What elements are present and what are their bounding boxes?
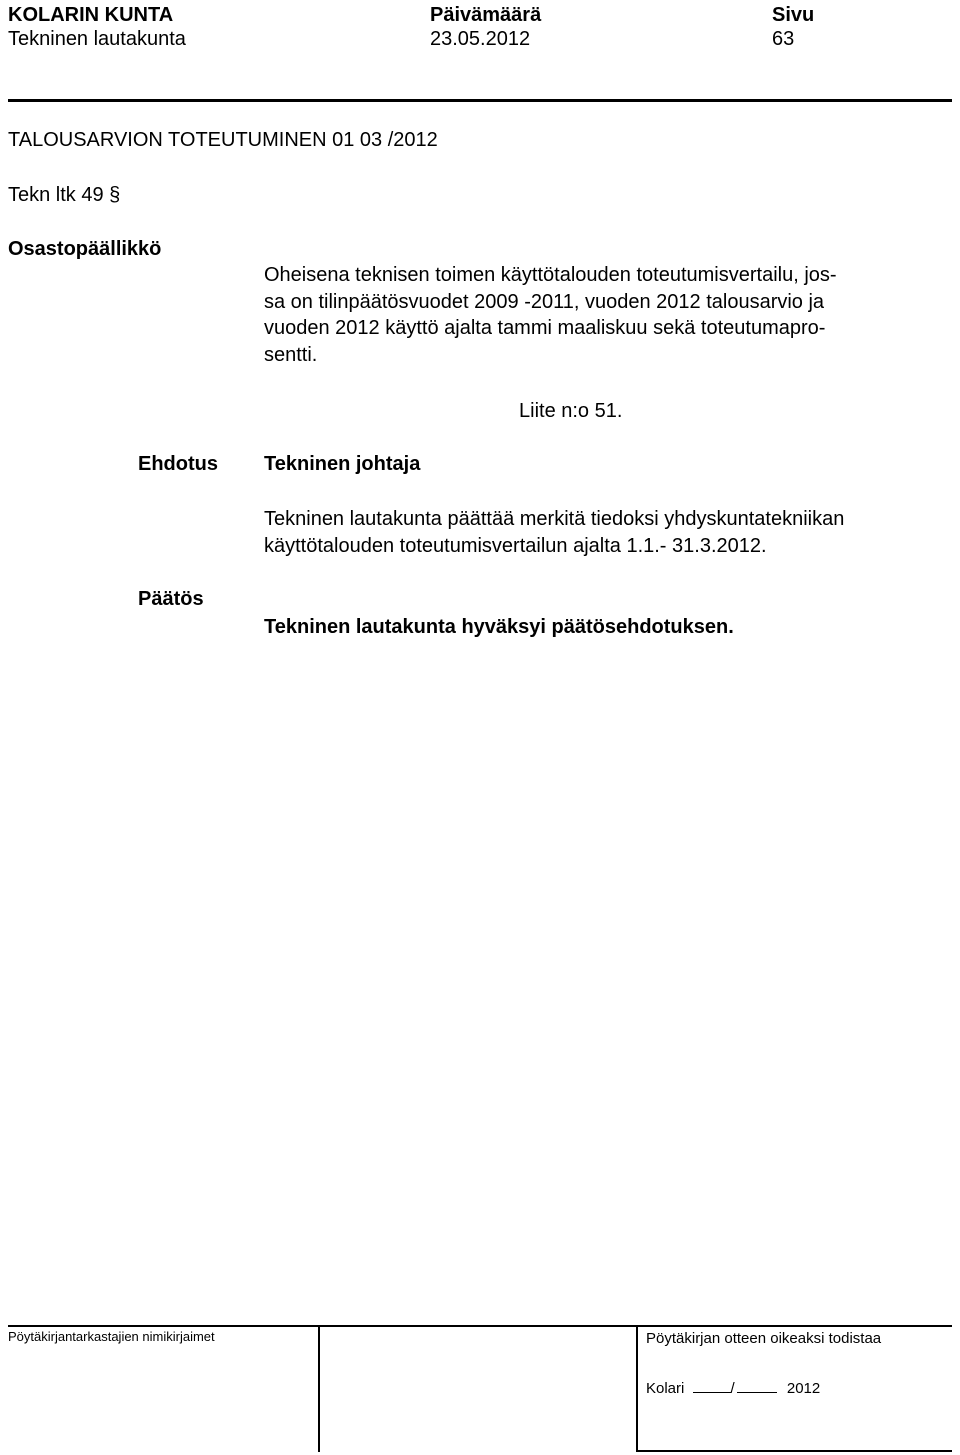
footer-column-divider-left bbox=[318, 1327, 320, 1452]
header-divider bbox=[8, 99, 952, 102]
footer-divider bbox=[8, 1325, 952, 1327]
proposal-label: Ehdotus bbox=[138, 453, 218, 475]
proposal-text bbox=[264, 506, 954, 559]
proposal-text-line: Tekninen lautakunta päättää merkitä tiedoksi yhdyskuntatekniikan bbox=[264, 508, 845, 530]
certification-date bbox=[646, 1378, 820, 1398]
board-name: Tekninen lautakunta bbox=[8, 28, 186, 50]
proposer-title: Tekninen johtaja bbox=[264, 453, 421, 475]
preparer-label: Osastopäällikkö bbox=[8, 238, 162, 260]
place-name: Kolari bbox=[646, 1380, 685, 1397]
certification-label: Pöytäkirjan otteen oikeaksi todistaa bbox=[646, 1330, 882, 1347]
preparer-text-line: vuoden 2012 käyttö ajalta tammi maaliskuu sekä toteutumapro- bbox=[264, 317, 826, 339]
footer-column-divider-right bbox=[636, 1327, 638, 1452]
decision-text: Tekninen lautakunta hyväksyi päätösehdotuksen. bbox=[264, 616, 734, 638]
attachment-reference: Liite n:o 51. bbox=[519, 400, 623, 422]
date-label: Päivämäärä bbox=[430, 4, 542, 26]
certification-year: 2012 bbox=[786, 1380, 821, 1397]
date-value: 23.05.2012 bbox=[430, 28, 531, 50]
page-label: Sivu bbox=[772, 4, 815, 26]
proposal-text-line: käyttötalouden toteutumisvertailun ajalta 1.1.- 31.3.2012. bbox=[264, 534, 767, 557]
organization-name: KOLARIN KUNTA bbox=[8, 4, 174, 26]
preparer-text-line: sa on tilinpäätösvuodet 2009 -2011, vuoden 2012 talousarvio ja bbox=[264, 290, 825, 313]
decision-label: Päätös bbox=[138, 588, 204, 610]
page-number: 63 bbox=[772, 28, 795, 50]
day-blank bbox=[693, 1378, 731, 1393]
preparer-text bbox=[264, 262, 954, 368]
preparer-text-line: sentti. bbox=[264, 343, 318, 366]
month-blank bbox=[737, 1378, 777, 1393]
preparer-text-line: Oheisena teknisen toimen käyttötalouden toteutumisvertailu, jos- bbox=[264, 264, 837, 286]
page-title: TALOUSARVION TOTEUTUMINEN 01 03 /2012 bbox=[8, 129, 438, 151]
date-separator: / bbox=[730, 1380, 735, 1397]
signatures-label: Pöytäkirjantarkastajien nimikirjaimet bbox=[8, 1329, 215, 1344]
section-reference: Tekn ltk 49 § bbox=[8, 184, 121, 206]
footer-bottom-rule bbox=[636, 1450, 952, 1452]
